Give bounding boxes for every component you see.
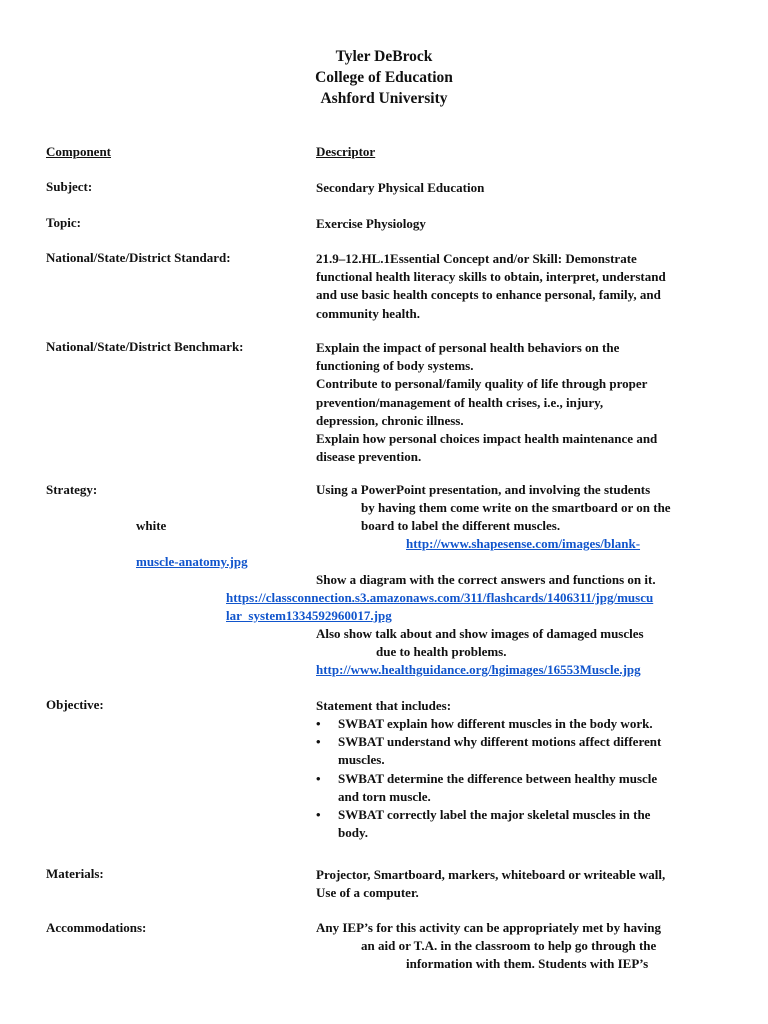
strategy-label: Strategy:	[46, 482, 98, 497]
strategy-line: by having them come write on the smartboard or on the	[361, 500, 671, 515]
strategy-line: board to label the different muscles.	[361, 518, 561, 533]
materials-line: Projector, Smartboard, markers, whiteboard or writeable wall,	[316, 867, 666, 882]
topic-label: Topic:	[46, 215, 81, 230]
shapesense-link-continued[interactable]: muscle-anatomy.jpg	[136, 554, 248, 569]
standard-value	[316, 250, 666, 323]
list-item: • SWBAT understand why different motions affect different muscles.	[316, 734, 662, 768]
accommodations-line: Any IEP’s for this activity can be appropriately met by having	[316, 920, 661, 935]
list-item: • SWBAT correctly label the major skeletal muscles in the body.	[316, 807, 651, 841]
college-name: College of Education	[315, 69, 453, 86]
objective-label: Objective:	[46, 697, 104, 712]
materials-label: Materials:	[46, 866, 104, 881]
strategy-white-word: white	[136, 518, 167, 533]
bullet-icon: •	[316, 716, 321, 731]
bullet-icon: •	[316, 770, 321, 786]
subject-value: Secondary Physical Education	[316, 180, 485, 195]
strategy-line: Also show talk about and show images of damaged muscles	[316, 626, 644, 641]
standard-line: and use basic health concepts to enhance personal, family, and	[316, 287, 661, 303]
healthguidance-link[interactable]: http://www.healthguidance.org/hgimages/16553Muscle.jpg	[316, 662, 641, 677]
benchmark-line: disease prevention.	[316, 449, 422, 465]
shapesense-link[interactable]: http://www.shapesense.com/images/blank-	[406, 536, 641, 551]
standard-line: functional health literacy skills to obtain, interpret, understand	[316, 269, 666, 285]
component-column-heading: Component	[46, 144, 112, 159]
standard-label: National/State/District Standard:	[46, 250, 231, 265]
strategy-line: due to health problems.	[376, 644, 507, 659]
standard-line: community health.	[316, 305, 420, 321]
standard-line: 21.9–12.HL.1Essential Concept and/or Skill: Demonstrate	[316, 251, 637, 266]
materials-value	[316, 866, 665, 902]
benchmark-line: depression, chronic illness.	[316, 412, 464, 428]
objective-bullet-list	[316, 715, 661, 842]
strategy-line: Show a diagram with the correct answers and functions on it.	[316, 572, 656, 587]
list-item: • SWBAT explain how different muscles in the body work.	[316, 715, 661, 733]
objective-intro: Statement that includes:	[316, 698, 452, 713]
descriptor-column-heading: Descriptor	[316, 144, 376, 159]
benchmark-line: Explain how personal choices impact health maintenance and	[316, 431, 658, 447]
author-name: Tyler DeBrock	[335, 48, 433, 65]
bullet-icon: •	[316, 807, 321, 823]
university-name: Ashford University	[320, 90, 448, 107]
materials-line: Use of a computer.	[316, 885, 419, 901]
benchmark-line: Explain the impact of personal health behaviors on the	[316, 340, 620, 355]
classconnection-link[interactable]: https://classconnection.s3.amazonaws.com/311/flashcards/1406311/jpg/muscu	[226, 590, 654, 605]
strategy-line: Using a PowerPoint presentation, and involving the students	[316, 482, 651, 497]
topic-value: Exercise Physiology	[316, 216, 426, 231]
benchmark-line: functioning of body systems.	[316, 358, 474, 374]
bullet-icon: •	[316, 734, 321, 750]
accommodations-label: Accommodations:	[46, 920, 147, 935]
accommodations-line: information with them. Students with IEP’s	[406, 956, 649, 971]
benchmark-line: Contribute to personal/family quality of life through proper	[316, 376, 648, 392]
list-item: • SWBAT determine the difference between healthy muscle and torn muscle.	[316, 770, 658, 804]
accommodations-line: an aid or T.A. in the classroom to help go through the	[361, 938, 657, 953]
benchmark-label: National/State/District Benchmark:	[46, 339, 244, 354]
classconnection-link-continued[interactable]: lar_system1334592960017.jpg	[226, 608, 392, 623]
benchmark-line: prevention/management of health crises, i.e., injury,	[316, 394, 604, 410]
subject-label: Subject:	[46, 179, 93, 194]
benchmark-value	[316, 339, 657, 466]
